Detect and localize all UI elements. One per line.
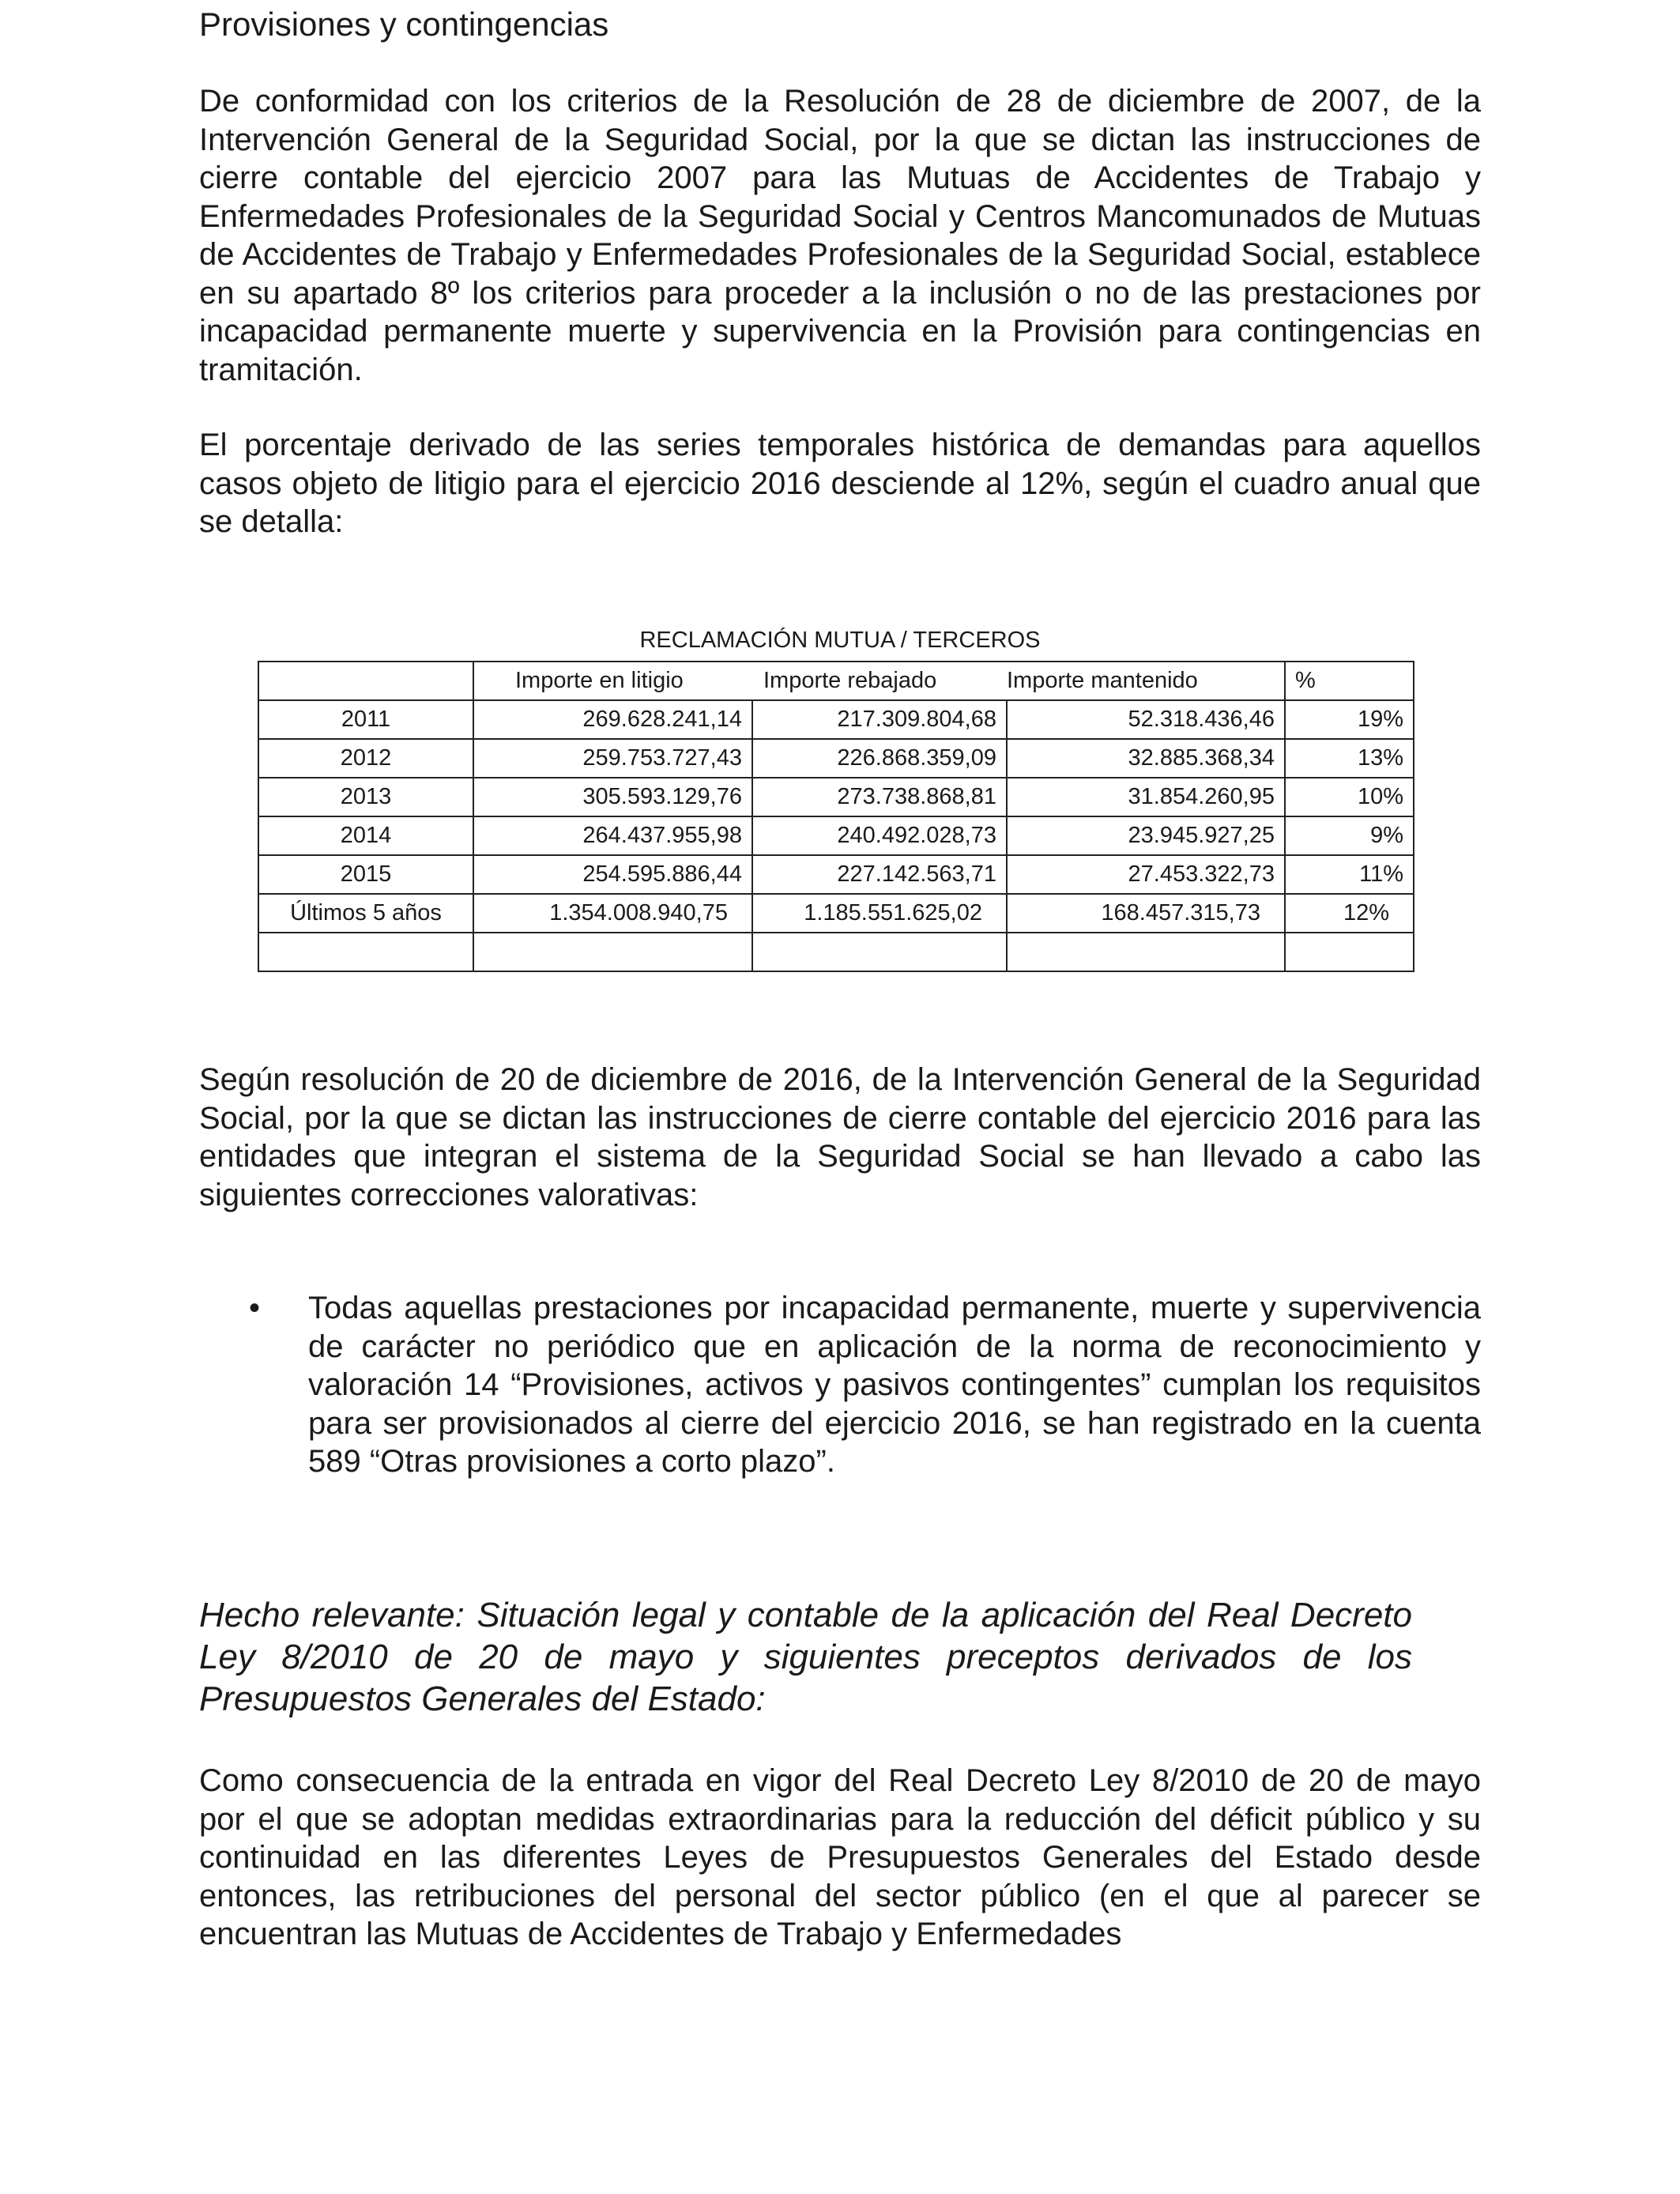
paragraph-porcentaje: El porcentaje derivado de las series temporales histórica de demandas para aquellos casos objeto de litigio para el ejercicio 2016 desciende al 12%, según el cuadro anual que se detalla: xyxy=(199,428,1481,539)
row-label-total: Últimos 5 años xyxy=(258,894,473,933)
header-cell-empty xyxy=(258,662,473,700)
cell-importe-mantenido: 31.854.260,95 xyxy=(1007,778,1285,816)
table-row-total xyxy=(258,894,1414,933)
header-percent: % xyxy=(1285,662,1414,700)
table-row-empty xyxy=(258,933,1414,971)
empty-cell xyxy=(1285,933,1414,971)
relevant-heading: Hecho relevante: Situación legal y contable de la aplicación del Real Decreto Ley 8/2010 de 20 de mayo y siguientes preceptos derivados de los Presupuestos Generales del Estado: xyxy=(199,1596,1412,1718)
section-title: Provisiones y contingencias xyxy=(199,6,609,43)
cell-importe-mantenido: 52.318.436,46 xyxy=(1007,700,1285,739)
list-item-text: Todas aquellas prestaciones por incapacidad permanente, muerte y supervivencia de carácter no periódico que en aplicación de la norma de reconocimiento y valoración 14 “Provisiones, activos y pasivos contingentes” cumplan los requisitos para ser provisionados al cierre del ejercicio 2016, se han registrado en la cuenta 589 “Otras provisiones a corto plazo”. xyxy=(308,1291,1481,1479)
bullet-list xyxy=(199,1289,1481,1481)
row-label: 2011 xyxy=(258,700,473,739)
cell-importe-rebajado: 227.142.563,71 xyxy=(752,855,1007,894)
paragraph-resolucion-2016: Según resolución de 20 de diciembre de 2016, de la Intervención General de la Seguridad Social, por la que se dictan las instrucciones de cierre contable del ejercicio 2016 para las entidades que integran el sistema de la Seguridad Social se han llevado a cabo las siguientes correcciones valorativas: xyxy=(199,1062,1481,1212)
row-label: 2013 xyxy=(258,778,473,816)
table-title: RECLAMACIÓN MUTUA / TERCEROS xyxy=(639,628,1041,653)
reclamacion-table xyxy=(258,661,1414,972)
list-item xyxy=(199,1289,1481,1481)
cell-percent: 12% xyxy=(1285,894,1414,933)
cell-importe-rebajado: 240.492.028,73 xyxy=(752,816,1007,855)
empty-cell xyxy=(258,933,473,971)
paragraph-resolucion-2007: De conformidad con los criterios de la Resolución de 28 de diciembre de 2007, de la Intervención General de la Seguridad Social, por la que se dictan las instrucciones de cierre contable del ejercicio 2007 para las Mutuas de Accidentes de Trabajo y Enfermedades Profesionales de la Seguridad Social y Centros Mancomunados de Mutuas de Accidentes de Trabajo y Enfermedades Profesionales de la Seguridad Social, establece en su apartado 8º los criterios para proceder a la inclusión o no de las prestaciones por incapacidad permanente muerte y supervivencia en la Provisión para contingencias en tramitación. xyxy=(199,84,1481,387)
cell-importe-mantenido: 27.453.322,73 xyxy=(1007,855,1285,894)
cell-importe-litigio: 305.593.129,76 xyxy=(473,778,752,816)
cell-importe-rebajado: 1.185.551.625,02 xyxy=(752,894,1007,933)
empty-cell xyxy=(1007,933,1285,971)
cell-percent: 9% xyxy=(1285,816,1414,855)
cell-percent: 19% xyxy=(1285,700,1414,739)
cell-importe-litigio: 259.753.727,43 xyxy=(473,739,752,778)
cell-importe-litigio: 254.595.886,44 xyxy=(473,855,752,894)
empty-cell xyxy=(752,933,1007,971)
table-row xyxy=(258,778,1414,816)
cell-importe-mantenido: 23.945.927,25 xyxy=(1007,816,1285,855)
cell-importe-rebajado: 226.868.359,09 xyxy=(752,739,1007,778)
table-row xyxy=(258,855,1414,894)
empty-cell xyxy=(473,933,752,971)
table-header-row xyxy=(258,662,1414,700)
cell-importe-rebajado: 273.738.868,81 xyxy=(752,778,1007,816)
cell-importe-litigio: 1.354.008.940,75 xyxy=(473,894,752,933)
table-row xyxy=(258,816,1414,855)
header-importe-rebajado: Importe rebajado xyxy=(752,662,1007,700)
cell-percent: 11% xyxy=(1285,855,1414,894)
paragraph-real-decreto: Como consecuencia de la entrada en vigor del Real Decreto Ley 8/2010 de 20 de mayo por el que se adoptan medidas extraordinarias para la reducción del déficit público y su continuidad en las diferentes Leyes de Presupuestos Generales del Estado desde entonces, las retribuciones del personal del sector público (en el que al parecer se encuentran las Mutuas de Accidentes de Trabajo y Enfermedades xyxy=(199,1763,1481,1951)
cell-importe-litigio: 269.628.241,14 xyxy=(473,700,752,739)
header-importe-litigio: Importe en litigio xyxy=(473,662,752,700)
cell-importe-mantenido: 168.457.315,73 xyxy=(1007,894,1285,933)
cell-importe-litigio: 264.437.955,98 xyxy=(473,816,752,855)
header-importe-mantenido: Importe mantenido xyxy=(1007,662,1285,700)
table-row xyxy=(258,700,1414,739)
cell-percent: 10% xyxy=(1285,778,1414,816)
cell-importe-rebajado: 217.309.804,68 xyxy=(752,700,1007,739)
bullet-icon: • xyxy=(249,1291,261,1325)
row-label: 2012 xyxy=(258,739,473,778)
table-row xyxy=(258,739,1414,778)
row-label: 2014 xyxy=(258,816,473,855)
cell-importe-mantenido: 32.885.368,34 xyxy=(1007,739,1285,778)
row-label: 2015 xyxy=(258,855,473,894)
cell-percent: 13% xyxy=(1285,739,1414,778)
